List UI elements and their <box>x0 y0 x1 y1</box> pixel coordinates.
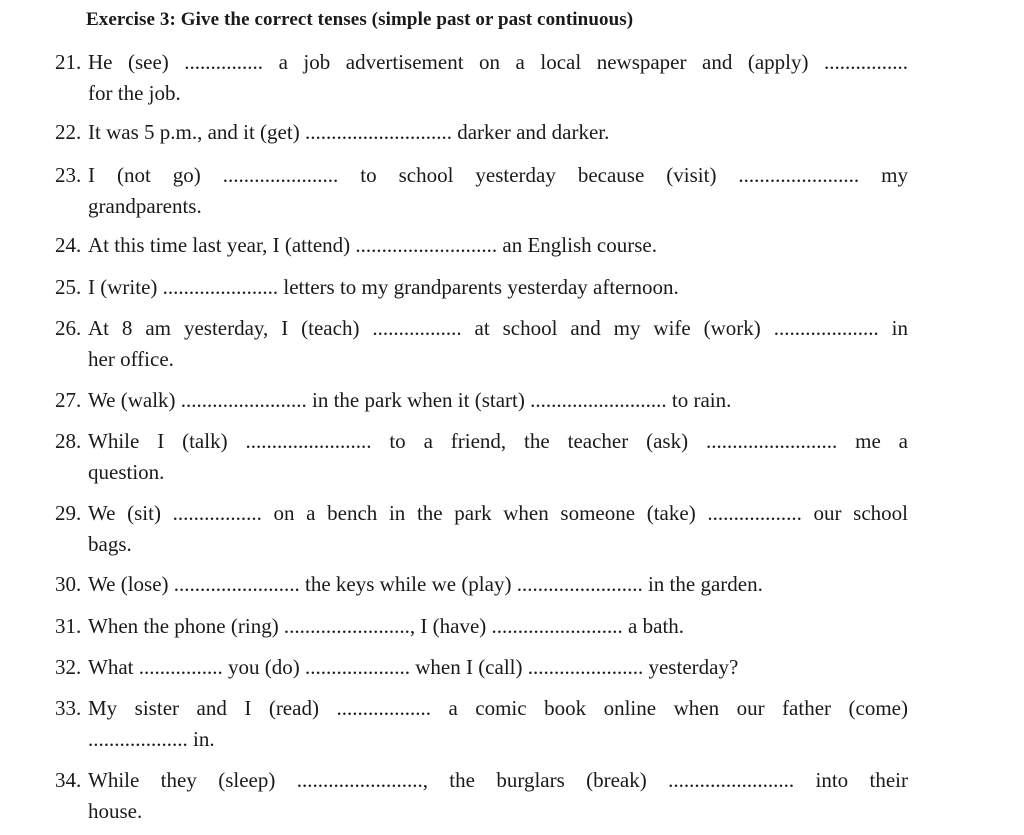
item-number: 23. <box>55 163 82 187</box>
item-text: It was 5 p.m., and it (get) ............................ darker and darker. <box>88 120 610 144</box>
exercise-title: Exercise 3: Give the correct tenses (simple past or past continuous) <box>86 9 634 30</box>
item-text: What ................ you (do) .................... when I (call) ...................... yesterday? <box>88 655 739 679</box>
item-text: While they (sleep) ........................, the burglars (break) ........................ into their <box>88 768 908 792</box>
item-number: 22. <box>55 120 82 144</box>
item-number: 24. <box>55 233 82 257</box>
item-text: We (lose) ........................ the keys while we (play) ........................ in the garden. <box>88 572 763 596</box>
item-number: 25. <box>55 275 82 299</box>
item-text: I (not go) ...................... to school yesterday because (visit) ....................... my <box>88 163 908 187</box>
item-number: 31. <box>55 614 82 638</box>
item-text: When the phone (ring) ........................, I (have) ......................... a bath. <box>88 614 685 638</box>
item-number: 29. <box>55 501 82 525</box>
item-text: I (write) ...................... letters to my grandparents yesterday afternoon. <box>88 275 679 299</box>
item-text: At this time last year, I (attend) ........................... an English course. <box>88 233 657 257</box>
item-text: He (see) ............... a job advertisement on a local newspaper and (apply) ................ <box>88 50 908 74</box>
item-text: My sister and I (read) .................. a comic book online when our father (come) <box>88 696 908 720</box>
item-text: While I (talk) ........................ to a friend, the teacher (ask) ......................... me a <box>88 429 908 453</box>
item-number: 27. <box>55 388 82 412</box>
item-continuation: ................... in. <box>88 727 215 751</box>
item-continuation: question. <box>88 460 165 484</box>
item-text: We (sit) ................. on a bench in the park when someone (take) .................. our school <box>88 501 908 525</box>
item-continuation: her office. <box>88 347 174 371</box>
item-number: 34. <box>55 768 82 792</box>
item-continuation: grandparents. <box>88 194 202 218</box>
item-number: 33. <box>55 696 82 720</box>
item-number: 21. <box>55 50 82 74</box>
item-number: 26. <box>55 316 82 340</box>
item-number: 30. <box>55 572 82 596</box>
item-continuation: for the job. <box>88 81 181 105</box>
item-continuation: house. <box>88 799 143 823</box>
item-continuation: bags. <box>88 532 132 556</box>
item-number: 28. <box>55 429 82 453</box>
item-text: We (walk) ........................ in the park when it (start) .......................... to rain. <box>88 388 732 412</box>
item-number: 32. <box>55 655 82 679</box>
item-text: At 8 am yesterday, I (teach) ................. at school and my wife (work) .................... in <box>88 316 908 340</box>
